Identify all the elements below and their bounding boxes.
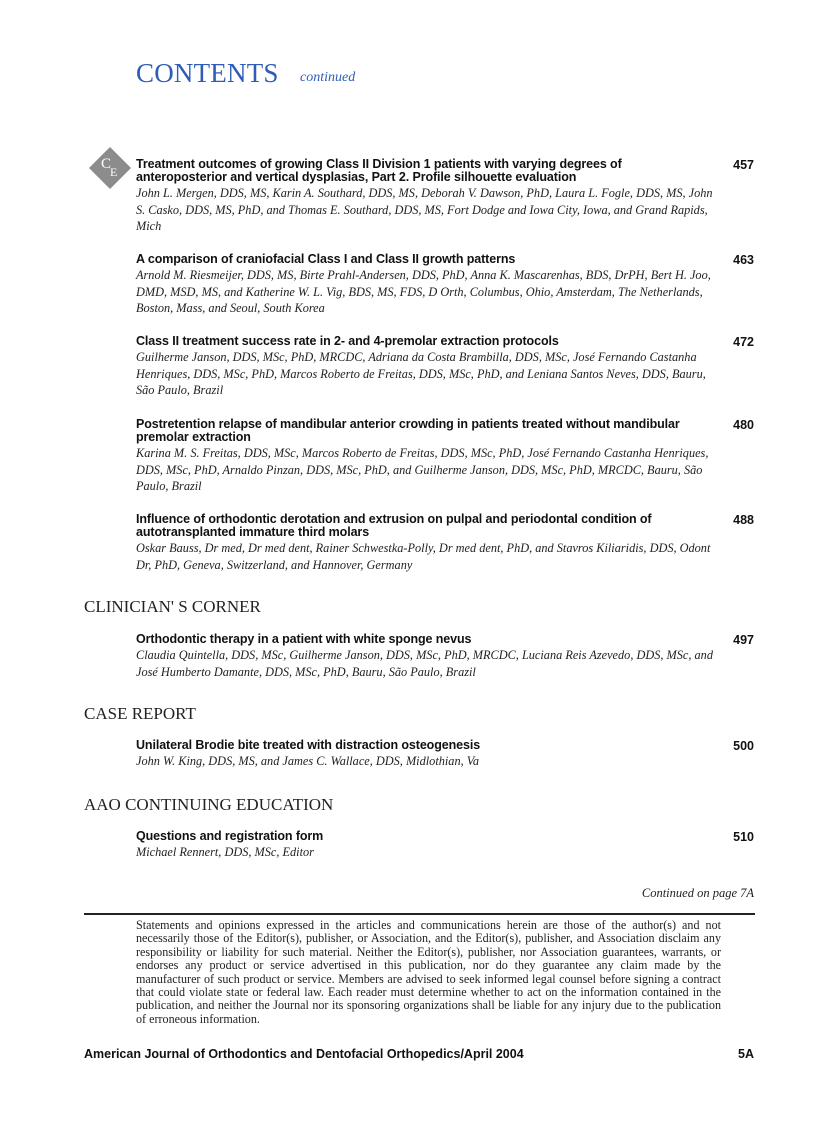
entry-authors: Karina M. S. Freitas, DDS, MSc, Marcos Roberto de Freitas, DDS, MSc, PhD, José Fernando Castanha Henriques, DDS, MSc, PhD, Arnaldo Pinzan, DDS, MSc, PhD, and Guilherme Janson, DDS, MSc, PhD, MRCDC, Bauru, São Paulo, Brazil <box>136 446 709 493</box>
entry-page-number[interactable]: 510 <box>733 830 754 844</box>
entry-title[interactable]: Influence of orthodontic derotation and extrusion on pulpal and periodontal condition of autotransplanted immature third molars <box>136 512 652 539</box>
continued-note: Continued on page 7A <box>641 886 754 900</box>
footer-journal-name: American Journal of Orthodontics and Dentofacial Orthopedics/April 2004 <box>84 1047 524 1061</box>
toc-entry[interactable] <box>136 335 756 399</box>
disclaimer-text: Statements and opinions expressed in the articles and communications herein are those of the author(s) and not necessarily those of the Editor(s), publisher, or Association, and the Editor(s), publisher, and Association disclaim any responsibility or liability for such material. Neither the Editor(s), publisher, nor Association guarantees, warrants, or endorses any product or service advertised in this publication, nor do they guarantee any claim made by the manufacturer of such product or service. Members are advised to seek informed legal counsel before signing a contract that could violate state or federal law. Each reader must determine whether to act on the information contained in the publication, and neither the Journal nor its sponsoring organizations shall be liable for any injury due to the publication of erroneous information. <box>136 918 721 1026</box>
entry-page-number[interactable]: 497 <box>733 633 754 647</box>
toc-entry[interactable] <box>136 253 756 317</box>
entry-page-number[interactable]: 457 <box>733 158 754 172</box>
entry-authors: John W. King, DDS, MS, and James C. Wallace, DDS, Midlothian, Va <box>136 754 480 768</box>
footer-page-number: 5A <box>738 1047 754 1061</box>
section-heading-case-report: CASE REPORT <box>84 704 196 723</box>
entry-page-number[interactable]: 472 <box>733 335 754 349</box>
entry-title[interactable]: Unilateral Brodie bite treated with distraction osteogenesis <box>136 738 481 752</box>
entry-title[interactable]: Orthodontic therapy in a patient with white sponge nevus <box>136 632 472 646</box>
entry-title[interactable]: A comparison of craniofacial Class I and Class II growth patterns <box>136 252 516 266</box>
entry-authors: John L. Mergen, DDS, MS, Karin A. Southard, DDS, MS, Deborah V. Dawson, PhD, Laura L. Fogle, DDS, MS, John S. Casko, DDS, MS, PhD, and Thomas E. Southard, DDS, MS, Fort Dodge and Iowa City, Iowa, and Grand Rapids, Mich <box>136 186 713 233</box>
toc-entry[interactable] <box>136 418 756 495</box>
entry-authors: Claudia Quintella, DDS, MSc, Guilherme Janson, DDS, MSc, PhD, MRCDC, Luciana Reis Azevedo, DDS, MSc, and José Humberto Damante, DDS, MSc, PhD, Bauru, São Paulo, Brazil <box>136 648 713 679</box>
ce-letter-c: C <box>101 156 112 172</box>
section-heading-clinicians-corner: CLINICIAN' S CORNER <box>84 597 261 616</box>
ce-continuing-education-icon <box>88 146 132 190</box>
entry-authors: Michael Rennert, DDS, MSc, Editor <box>136 845 314 859</box>
page-subtitle: continued <box>300 70 356 85</box>
entry-page-number[interactable]: 488 <box>733 513 754 527</box>
entry-title[interactable]: Questions and registration form <box>136 829 324 843</box>
entry-page-number[interactable]: 463 <box>733 253 754 267</box>
page-title: CONTENTS <box>136 58 279 88</box>
toc-entry[interactable] <box>136 830 756 861</box>
entry-page-number[interactable]: 500 <box>733 739 754 753</box>
entry-title[interactable]: Class II treatment success rate in 2- and 4-premolar extraction protocols <box>136 334 559 348</box>
entry-page-number[interactable]: 480 <box>733 418 754 432</box>
toc-entry[interactable] <box>136 739 756 770</box>
entry-authors: Arnold M. Riesmeijer, DDS, MS, Birte Prahl-Andersen, DDS, PhD, Anna K. Mascarenhas, BDS, DrPH, Bert H. Joo, DMD, MSD, MS, and Katherine W. L. Vig, BDS, MS, FDS, D Orth, Columbus, Ohio, Amsterdam, The Netherlands, Boston, Mass, and Seoul, South Korea <box>136 268 711 315</box>
entry-authors: Guilherme Janson, DDS, MSc, PhD, MRCDC, Adriana da Costa Brambilla, DDS, MSc, José Fernando Castanha Henriques, DDS, MSc, PhD, Marcos Roberto de Freitas, DDS, MSc, PhD, and Leniana Santos Neves, DDS, Bauru, São Paulo, Brazil <box>136 350 706 397</box>
entry-title[interactable]: Postretention relapse of mandibular anterior crowding in patients treated without mandibular premolar extraction <box>136 417 680 444</box>
entry-title[interactable]: Treatment outcomes of growing Class II Division 1 patients with varying degrees of anteroposterior and vertical dysplasias, Part 2. Profile silhouette evaluation <box>136 157 622 184</box>
divider <box>84 913 755 915</box>
entry-authors: Oskar Bauss, Dr med, Dr med dent, Rainer Schwestka-Polly, Dr med dent, PhD, and Stavros Kiliaridis, DDS, Odont Dr, PhD, Geneva, Switzerland, and Hannover, Germany <box>136 541 711 572</box>
ce-letter-e: E <box>110 165 118 179</box>
section-heading-aao-continuing-education: AAO CONTINUING EDUCATION <box>84 795 334 814</box>
toc-entry[interactable] <box>136 633 756 680</box>
toc-entry[interactable] <box>136 513 756 573</box>
toc-entry[interactable] <box>136 158 756 235</box>
